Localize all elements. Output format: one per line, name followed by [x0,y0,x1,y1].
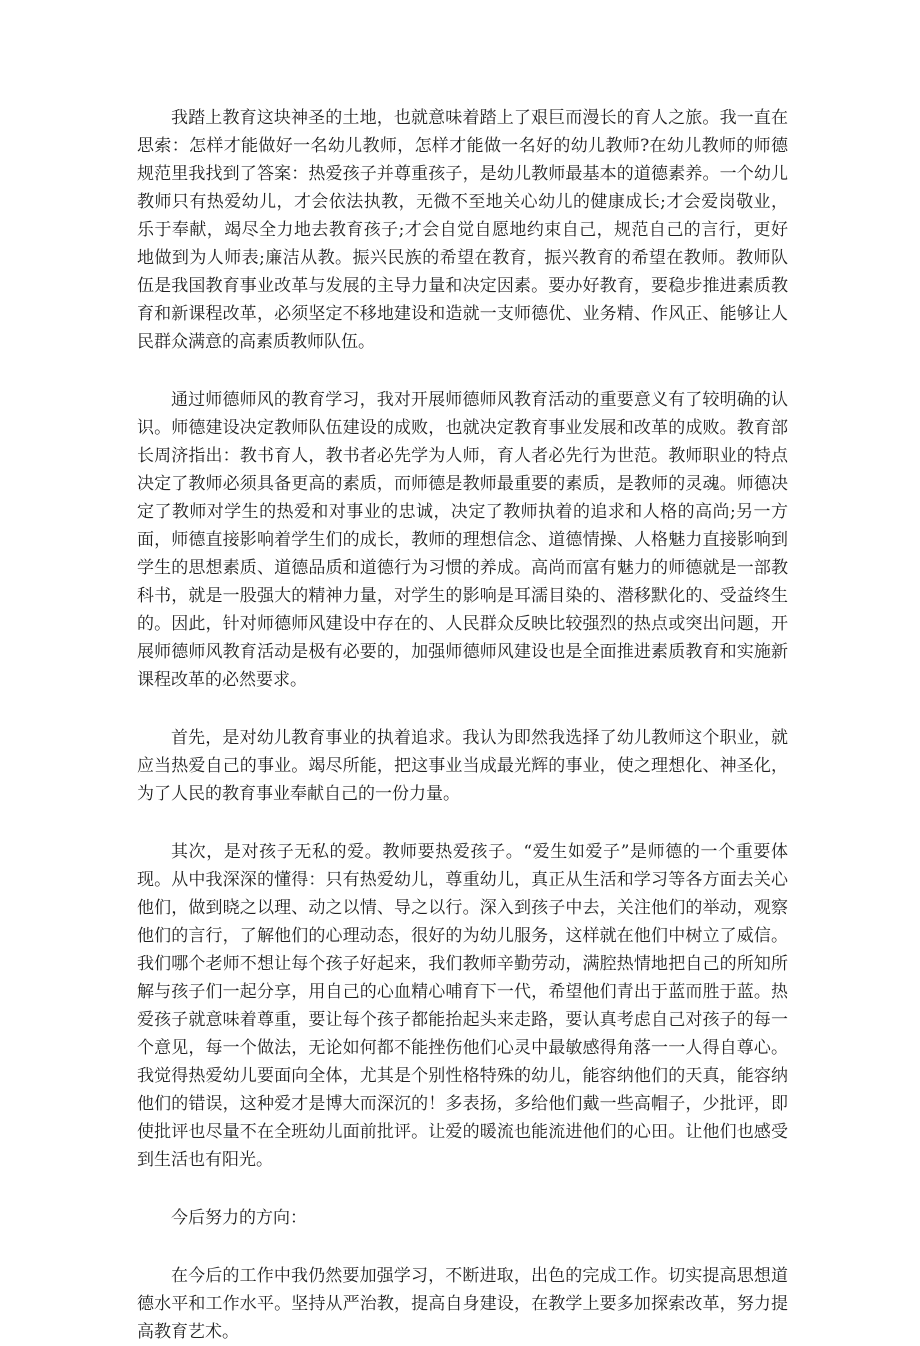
paragraph-study-reflection: 通过师德师风的教育学习，我对开展师德师风教育活动的重要意义有了较明确的认识。师德建设决定教师队伍建设的成败，也就决定教育事业发展和改革的成败。教育部长周济指出：教书育人，教书者必先学为人师，育人者必先行为世范。教师职业的特点决定了教师必须具备更高的素质，而师德是教师最重要的素质，是教师的灵魂。师德决定了教师对学生的热爱和对事业的忠诚，决定了教师执着的追求和人格的高尚;另一方面，师德直接影响着学生们的成长，教师的理想信念、道德情操、人格魅力直接影响到学生的思想素质、道德品质和道德行为习惯的养成。高尚而富有魅力的师德就是一部教科书，就是一股强大的精神力量，对学生的影响是耳濡目染的、潜移默化的、受益终生的。因此，针对师德师风建设中存在的、人民群众反映比较强烈的热点或突出问题，开展师德师风教育活动是极有必要的，加强师德师风建设也是全面推进素质教育和实施新课程改革的必然要求。 [137,390,788,690]
paragraph-first-point: 首先，是对幼儿教育事业的执着追求。我认为即然我选择了幼儿教师这个职业，就应当热爱自己的事业。竭尽所能，把这事业当成最光辉的事业，使之理想化、神圣化，为了人民的教育事业奉献自己的一份力量。 [137,728,788,804]
paragraph-second-point: 其次，是对孩子无私的爱。教师要热爱孩子。“爱生如爱子”是师德的一个重要体现。从中我深深的懂得：只有热爱幼儿，尊重幼儿，真正从生活和学习等各方面去关心他们，做到晓之以理、动之以情、导之以行。深入到孩子中去，关注他们的举动，观察他们的言行，了解他们的心理动态，很好的为幼儿服务，这样就在他们中树立了威信。我们哪个老师不想让每个孩子好起来，我们教师辛勤劳动，满腔热情地把自己的所知所解与孩子们一起分享，用自己的心血精心哺育下一代，希望他们青出于蓝而胜于蓝。热爱孩子就意味着尊重，要让每个孩子都能抬起头来走路，要认真考虑自己对孩子的每一个意见，每一个做法，无论如何都不能挫伤他们心灵中最敏感得角落一一人得自尊心。我觉得热爱幼儿要面向全体，尤其是个别性格特殊的幼儿，能容纳他们的天真，能容纳他们的错误，这种爱才是博大而深沉的！多表扬，多给他们戴一些高帽子，少批评，即使批评也尽量不在全班幼儿面前批评。让爱的暖流也能流进他们的心田。让他们也感受到生活也有阳光。 [137,842,788,1170]
paragraph-future-heading: 今后努力的方向： [171,1208,307,1228]
document-body [137,104,788,1346]
paragraph-future-plan: 在今后的工作中我仍然要加强学习，不断进取，出色的完成工作。切实提高思想道德水平和工作水平。坚持从严治教，提高自身建设，在教学上要多加探索改革，努力提高教育艺术。 [137,1266,788,1342]
paragraph-intro: 我踏上教育这块神圣的土地，也就意味着踏上了艰巨而漫长的育人之旅。我一直在思索：怎样才能做好一名幼儿教师，怎样才能做一名好的幼儿教师?在幼儿教师的师德规范里我找到了答案：热爱孩子并尊重孩子，是幼儿教师最基本的道德素养。一个幼儿教师只有热爱幼儿，才会依法执教，无微不至地关心幼儿的健康成长;才会爱岗敬业，乐于奉献，竭尽全力地去教育孩子;才会自觉自愿地约束自己，规范自己的言行，更好地做到为人师表;廉洁从教。振兴民族的希望在教育，振兴教育的希望在教师。教师队伍是我国教育事业改革与发展的主导力量和决定因素。要办好教育，要稳步推进素质教育和新课程改革，必须坚定不移地建设和造就一支师德优、业务精、作风正、能够让人民群众满意的高素质教师队伍。 [137,108,788,352]
